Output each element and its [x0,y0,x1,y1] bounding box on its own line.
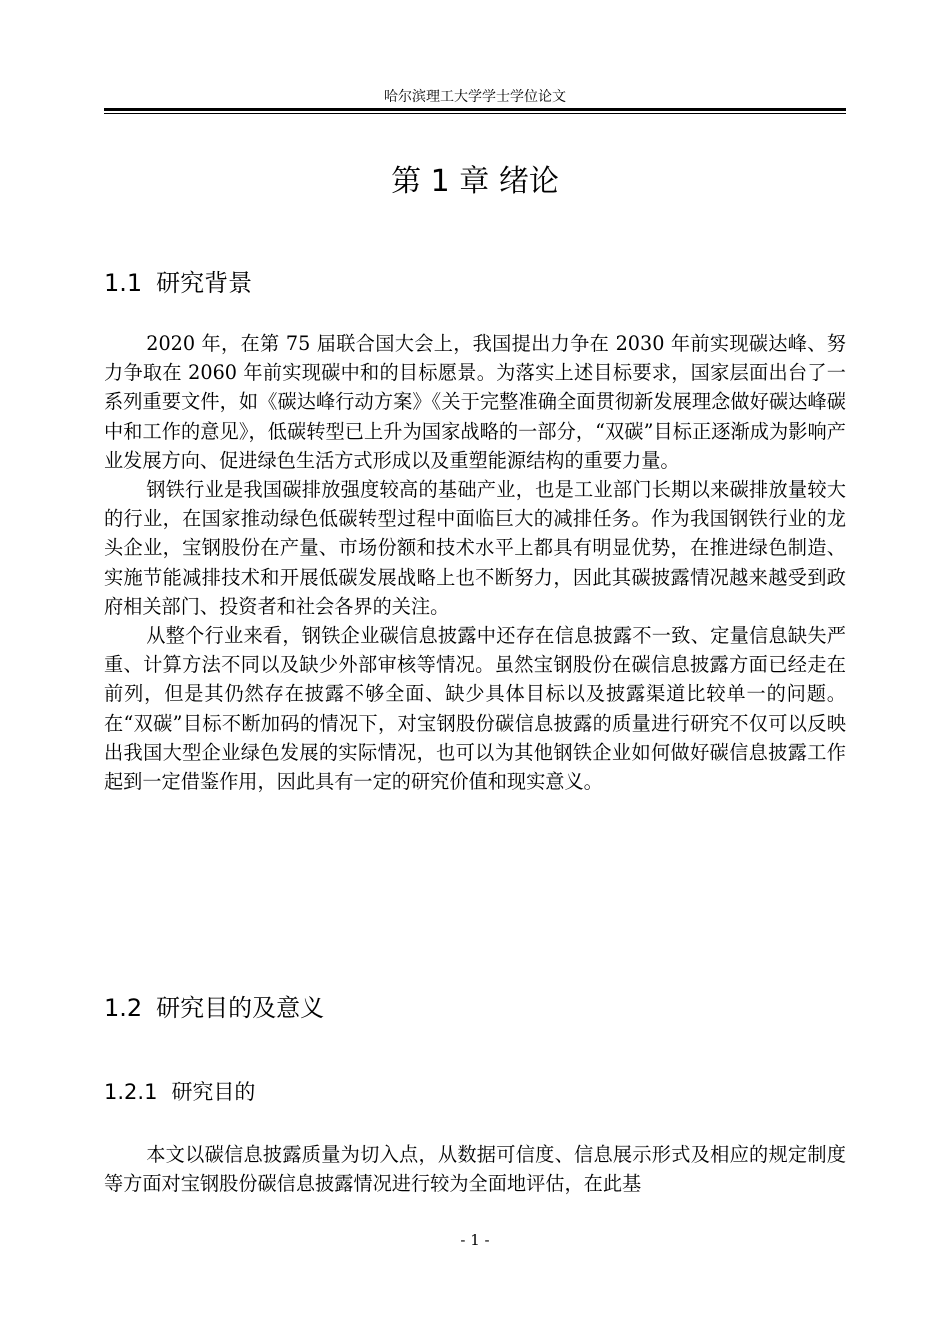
chapter-title: 第 1 章 绪论 [391,164,559,199]
purpose-paragraphs [104,1140,846,1198]
section-title: 研究背景 [156,269,253,297]
header-rule-thick [104,108,846,111]
paragraph: 本文以碳信息披露质量为切入点，从数据可信度、信息展示形式及相应的规定制度等方面对宝钢股份碳信息披露情况进行较为全面地评估，在此基 [104,1143,846,1196]
section-heading-1-1 [104,266,252,300]
section-number: 1.2 [104,994,143,1022]
section-number: 1.1 [104,269,143,297]
paragraph: 钢铁行业是我国碳排放强度较高的基础产业，也是工业部门长期以来碳排放量较大的行业，在国家推动绿色低碳转型过程中面临巨大的减排任务。作为我国钢铁行业的龙头企业，宝钢股份在产量、市场份额和技术水平上都具有明显优势，在推进绿色制造、实施节能减排技术和开展低碳发展战略上也不断努力，因此其碳披露情况越来越受到政府相关部门、投资者和社会各界的关注。 [104,478,846,618]
paragraph: 从整个行业来看，钢铁企业碳信息披露中还存在信息披露不一致、定量信息缺失严重、计算方法不同以及缺少外部审核等情况。虽然宝钢股份在碳信息披露方面已经走在前列，但是其仍然存在披露不够全面、缺少具体目标以及披露渠道比较单一的问题。在“双碳”目标不断加码的情况下，对宝钢股份碳信息披露的质量进行研究不仅可以反映出我国大型企业绿色发展的实际情况，也可以为其他钢铁企业如何做好碳信息披露工作起到一定借鉴作用，因此具有一定的研究价值和现实意义。 [104,624,846,794]
section-title: 研究目的 [171,1080,256,1104]
section-title: 研究目的及意义 [156,994,325,1022]
section-number: 1.2.1 [104,1080,158,1104]
paragraph: 2020 年，在第 75 届联合国大会上，我国提出力争在 2030 年前实现碳达峰、努力争取在 2060 年前实现碳中和的目标愿景。为落实上述目标要求，国家层面出台了一系列重要文件，如《碳达峰行动方案》《关于完整准确全面贯彻新发展理念做好碳达峰碳中和工作的意见》，低碳转型已上升为国家战略的一部分，“双碳”目标正逐渐成为影响产业发展方向、促进绿色生活方式形成以及重塑能源结构的重要力量。 [104,332,846,472]
page-number: - 1 - [460,1231,490,1249]
background-paragraphs [104,329,846,796]
running-header: 哈尔滨理工大学学士学位论文 [384,89,566,105]
section-heading-1-2 [104,991,324,1025]
subsection-heading-1-2-1 [104,1077,255,1107]
header-rule-thin [104,113,846,114]
